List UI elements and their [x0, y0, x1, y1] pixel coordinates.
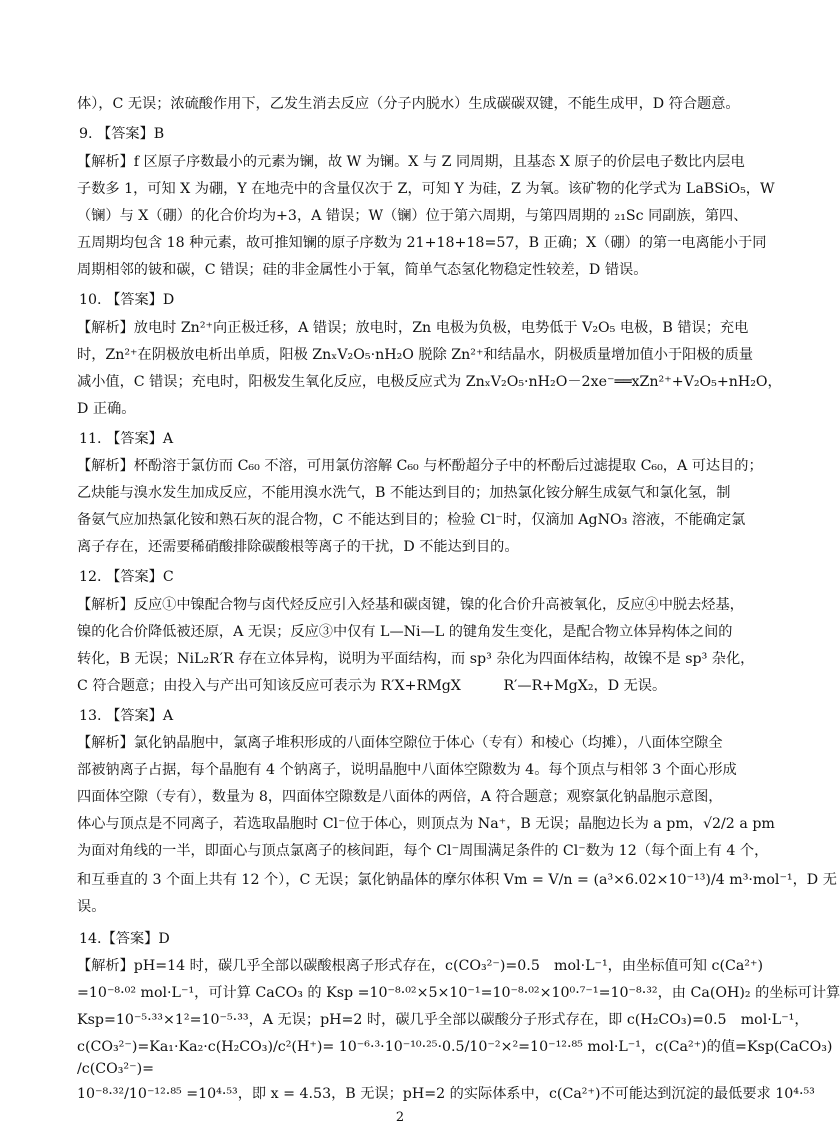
text-line: 【解析】杯酚溶于氯仿而 C₆₀ 不溶，可用氯仿溶解 C₆₀ 与杯酚超分子中的杯酚后过滤提取 C₆₀，A 可达目的； [77, 458, 763, 474]
text-line: 乙炔能与溴水发生加成反应，不能用溴水洗气，B 不能达到目的；加热氯化铵分解生成氨气和氯化氢，制 [77, 485, 731, 501]
text-line: Ksp=10⁻⁵·³³×1²=10⁻⁵·³³，A 无误；pH=2 时，碳几乎全部以碳酸分子形式存在，即 c(H₂CO₃)=0.5 mol·L⁻¹， [77, 1012, 809, 1028]
text-line: 体），C 无误；浓硫酸作用下，乙发生消去反应（分子内脱水）生成碳碳双键，不能生成甲，D 符合题意。 [77, 96, 740, 112]
text-line: 五周期均包含 18 种元素，故可推知镧的原子序数为 21+18+18=57，B 正确；X（硼）的第一电离能小于同 [77, 235, 767, 251]
text-line: 体心与顶点是不同离子，若选取晶胞时 Cl⁻位于体心，则顶点为 Na⁺，B 无误；晶胞边长为 a pm，√2/2 a pm [77, 816, 775, 832]
answer-heading-9: 9. 【答案】B [79, 126, 165, 142]
text-line: 为面对角线的一半，即面心与顶点氯离子的核间距，每个 Cl⁻周围满足条件的 Cl⁻数为 12（每个面上有 4 个， [77, 843, 769, 859]
answer-heading-11: 11. 【答案】A [79, 431, 174, 447]
text-line: 周期相邻的铍和碳，C 错误；硅的非金属性小于氧，简单气态氢化物稳定性较差，D 错误。 [77, 262, 648, 278]
text-line: 【解析】放电时 Zn²⁺向正极迁移，A 错误；放电时，Zn 电极为负极，电势低于 V₂O₅ 电极，B 错误；充电 [77, 320, 749, 336]
text-line: 时，Zn²⁺在阴极放电析出单质，阳极 ZnₓV₂O₅·nH₂O 脱除 Zn²⁺和结晶水，阴极质量增加值小于阳极的质量 [77, 347, 754, 363]
text-line: 【解析】f 区原子序数最小的元素为镧，故 W 为镧。X 与 Z 同周期，且基态 X 原子的价层电子数比内层电 [77, 154, 745, 170]
text-line: 备氨气应加热氯化铵和熟石灰的混合物，C 不能达到目的；检验 Cl⁻时，仅滴加 AgNO₃ 溶液，不能确定氯 [77, 512, 746, 528]
text-line: 子数多 1，可知 X 为硼，Y 在地壳中的含量仅次于 Z，可知 Y 为硅，Z 为氧。该矿物的化学式为 LaBSiO₅，W [77, 181, 775, 197]
text-line: 转化，B 无误；NiL₂R′R 存在立体异构，说明为平面结构，而 sp³ 杂化为四面体结构，故镍不是 sp³ 杂化， [77, 651, 755, 667]
text-line: 部被钠离子占据，每个晶胞有 4 个钠离子，说明晶胞中八面体空隙数为 4。每个顶点与相邻 3 个面心形成 [77, 762, 737, 778]
text-line: c(CO₃²⁻)=Ka₁·Ka₂·c(H₂CO₃)/c²(H⁺)= 10⁻⁶·³·10⁻¹⁰·²⁵·0.5/10⁻²×²=10⁻¹²·⁸⁵ mol·L⁻¹，c(Ca²⁺)的值=Ksp(CaCO₃) [77, 1039, 833, 1055]
answer-heading-14: 14.【答案】D [79, 931, 170, 947]
text-line: /c(CO₃²⁻)= [77, 1061, 155, 1077]
answer-heading-12: 12. 【答案】C [79, 569, 174, 585]
text-line: 【解析】反应①中镍配合物与卤代烃反应引入烃基和碳卤键，镍的化合价升高被氧化，反应④中脱去烃基， [77, 597, 744, 613]
text-line: =10⁻⁸·⁰² mol·L⁻¹，可计算 CaCO₃ 的 Ksp =10⁻⁸·⁰²×5×10⁻¹=10⁻⁸·⁰²×10⁰·⁷⁻¹=10⁻⁸·³²，由 Ca(OH)₂ 的坐标可计算 [77, 985, 840, 1001]
text-line: D 正确。 [77, 401, 136, 417]
text-line: 【解析】pH=14 时，碳几乎全部以碳酸根离子形式存在，c(CO₃²⁻)=0.5 mol·L⁻¹，由坐标值可知 c(Ca²⁺) [77, 958, 764, 974]
text-line: 误。 [77, 899, 106, 915]
answer-heading-13: 13. 【答案】A [79, 708, 174, 724]
text-line: 离子存在，还需要稀硝酸排除碳酸根等离子的干扰，D 不能达到目的。 [77, 539, 519, 555]
text-line: 【解析】氯化钠晶胞中，氯离子堆积形成的八面体空隙位于体心（专有）和棱心（均摊），八面体空隙全 [77, 735, 723, 751]
text-line: 减小值，C 错误；充电时，阳极发生氧化反应，电极反应式为 ZnₓV₂O₅·nH₂O－2xe⁻══xZn²⁺+V₂O₅+nH₂O， [77, 374, 782, 390]
page-number: 2 [395, 1110, 405, 1125]
text-line: C 符合题意；由投入与产出可知该反应可表示为 R′X+RMgX R′—R+MgX₂，D 无误。 [77, 678, 667, 694]
answer-heading-10: 10. 【答案】D [79, 292, 175, 308]
text-line: 和互垂直的 3 个面上共有 12 个），C 无误；氯化钠晶体的摩尔体积 Vm = V/n = (a³×6.02×10⁻¹³)/4 m³·mol⁻¹，D 无 [77, 872, 837, 888]
text-line: （镧）与 X（硼）的化合价均为+3，A 错误；W（镧）位于第六周期，与第四周期的 ₂₁Sc 同副族，第四、 [77, 208, 748, 224]
text-line: 镍的化合价降低被还原，A 无误；反应③中仅有 L—Ni—L 的键角发生变化，是配合物立体异构体之间的 [77, 624, 733, 640]
text-line: 四面体空隙（专有），数量为 8，四面体空隙数是八面体的两倍，A 符合题意；观察氯化钠晶胞示意图， [77, 789, 723, 805]
text-line: 10⁻⁸·³²/10⁻¹²·⁸⁵ =10⁴·⁵³，即 x = 4.53，B 无误；pH=2 的实际体系中，c(Ca²⁺)不可能达到沉淀的最低要求 10⁴·⁵³ [77, 1086, 815, 1102]
